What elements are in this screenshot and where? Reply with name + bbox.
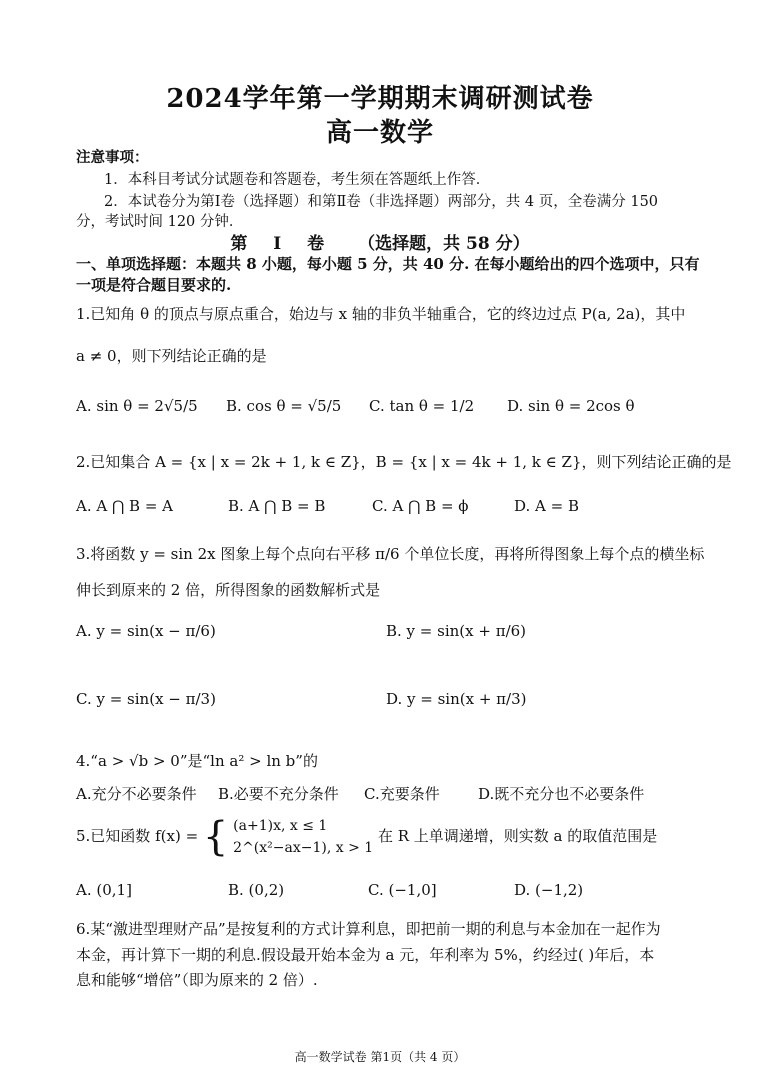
q2-stem: 2.已知集合 A = {x | x = 2k + 1, k ∈ Z}，B = {x | x = 4k + 1, k ∈ Z}，则下列结论正确的是 — [76, 453, 732, 471]
q6-stem-2: 本金，再计算下一期的利息.假设最开始本金为 a 元，年利率为 5%，约经过( )年后，本 — [76, 946, 655, 964]
q1-option-a: A. sin θ = 2√5/5 — [76, 397, 198, 415]
section-name: 第 Ⅰ 卷 — [230, 234, 335, 254]
q4-option-d: D.既不充分也不必要条件 — [478, 785, 645, 803]
part1-instructions-2: 一项是符合题目要求的. — [76, 276, 232, 294]
notice-heading: 注意事项： — [76, 149, 149, 166]
q5-option-c: C. (−1,0] — [368, 881, 437, 899]
section-desc: （选择题，共 58 分） — [358, 234, 530, 254]
q4-option-a: A.充分不必要条件 — [76, 785, 197, 803]
section-heading — [0, 229, 760, 254]
q5-piece-1: (a+1)x, x ≤ 1 — [233, 818, 328, 834]
q3-option-a: A. y = sin(x − π/6) — [76, 622, 216, 640]
q1-option-d: D. sin θ = 2cos θ — [507, 397, 635, 415]
q4-option-c: C.充要条件 — [364, 785, 440, 803]
page-footer: 高一数学试卷 第1页（共 4 页） — [294, 1050, 466, 1064]
q2-option-c: C. A ⋂ B = ϕ — [372, 497, 469, 515]
notice-item-2b: 分，考试时间 120 分钟． — [76, 214, 244, 230]
q1-stem-1: 1.已知角 θ 的顶点与原点重合，始边与 x 轴的非负半轴重合，它的终边过点 P(a, 2a)，其中 — [76, 305, 686, 323]
q4-stem: 4.“a > √b > 0”是“ln a² > ln b”的 — [76, 752, 318, 770]
notice-item-1: 1．本科目考试分试题卷和答题卷，考生须在答题纸上作答． — [104, 172, 491, 188]
q6-stem-1: 6.某“激进型理财产品”是按复利的方式计算利息，即把前一期的利息与本金加在一起作为 — [76, 920, 661, 938]
q1-option-c: C. tan θ = 1/2 — [369, 397, 475, 415]
q5-piece-2: 2^(x²−ax−1), x > 1 — [233, 840, 374, 856]
q5-brace: { — [202, 814, 229, 860]
q5-piecewise — [233, 815, 373, 859]
q2-option-b: B. A ⋂ B = B — [228, 497, 326, 515]
q5-option-a: A. (0,1] — [76, 881, 132, 899]
q3-stem-2: 伸长到原来的 2 倍，所得图象的函数解析式是 — [76, 581, 381, 599]
q3-stem-1: 3.将函数 y = sin 2x 图象上每个点向右平移 π/6 个单位长度，再将所得图象上每个点的横坐标 — [76, 545, 705, 563]
q3-option-d: D. y = sin(x + π/3) — [386, 690, 527, 708]
q5-option-b: B. (0,2) — [228, 881, 285, 899]
q2-option-a: A. A ⋂ B = A — [76, 497, 174, 515]
notice-item-2a: 2．本试卷分为第Ⅰ卷（选择题）和第Ⅱ卷（非选择题）两部分，共 4 页，全卷满分 150 — [104, 194, 659, 210]
q4-option-b: B.必要不充分条件 — [218, 785, 339, 803]
part1-instructions-1: 一、单项选择题：本题共 8 小题，每小题 5 分，共 40 分. 在每小题给出的四个选项中，只有 — [76, 255, 700, 273]
q1-stem-2: a ≠ 0，则下列结论正确的是 — [76, 347, 267, 365]
q5-stem — [76, 814, 657, 860]
q6-stem-3: 息和能够“增倍”（即为原来的 2 倍）. — [76, 971, 318, 989]
q2-option-d: D. A = B — [514, 497, 579, 515]
q3-option-c: C. y = sin(x − π/3) — [76, 690, 216, 708]
q5-option-d: D. (−1,2) — [514, 881, 584, 899]
q3-option-b: B. y = sin(x + π/6) — [386, 622, 527, 640]
exam-title: 2024学年第一学期期末调研测试卷 — [166, 84, 594, 114]
q5-suffix: 在 R 上单调递增，则实数 a 的取值范围是 — [377, 827, 658, 845]
q1-option-b: B. cos θ = √5/5 — [226, 397, 342, 415]
exam-subject: 高一数学 — [325, 118, 434, 148]
q5-prefix: 5.已知函数 f(x) = — [76, 827, 199, 845]
